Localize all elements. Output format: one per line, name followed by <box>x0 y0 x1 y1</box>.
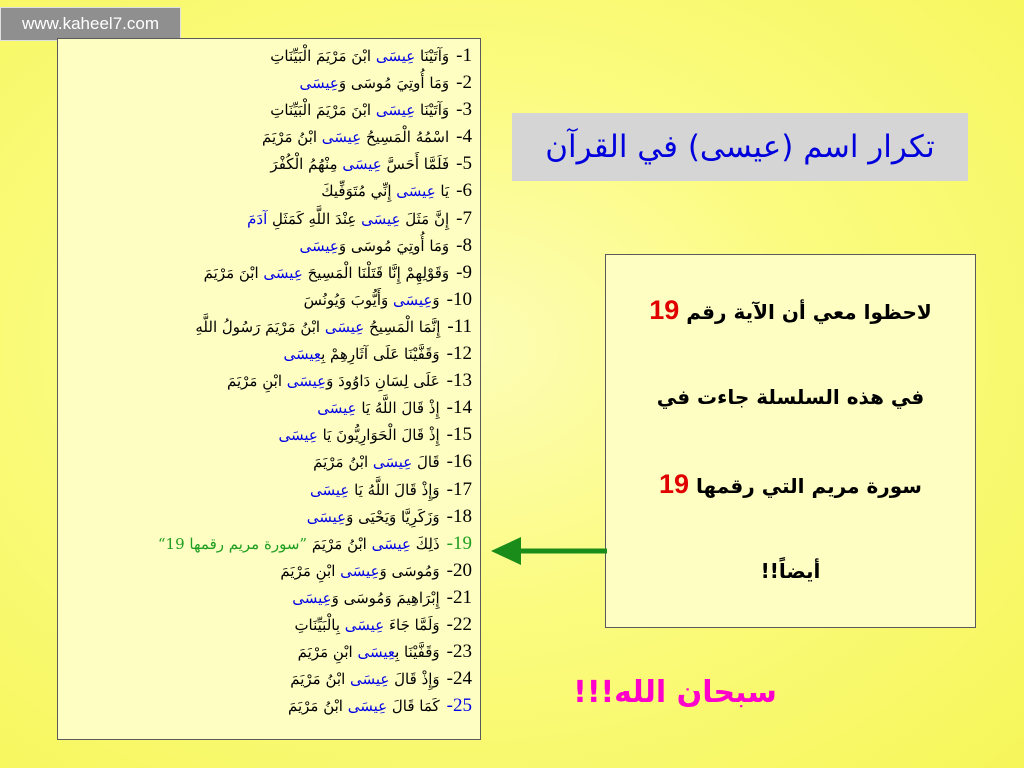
verse-name-highlight: عِيسَى <box>321 128 362 147</box>
verse-name-highlight-2: آدَمَ <box>247 209 268 228</box>
verse-text-post: ابْنَ مَرْيَمَ الْبَيِّنَاتِ <box>270 47 376 65</box>
verse-number: 5- <box>456 153 472 175</box>
verse-text-pre: قَالَ <box>412 453 440 472</box>
verse-text-pre: وَلَمَّا جَاءَ <box>384 615 440 634</box>
verse-text-pre: وَقَوْلِهِمْ إِنَّا قَتَلْنَا الْمَسِيحَ <box>302 263 450 282</box>
verse-text-post: ابْنُ مَرْيَمَ <box>307 534 372 553</box>
verse-number: 4- <box>456 126 472 148</box>
verse-number: 15- <box>446 424 472 446</box>
verse-text-pre: إِنَّ مَثَلَ <box>400 209 450 228</box>
verse-item <box>64 448 472 475</box>
verse-name-highlight: عِيسَى <box>299 236 339 255</box>
verse-text-pre: وَمَا أُوتِيَ مُوسَى وَ <box>338 74 450 93</box>
verse-number: 22- <box>446 613 472 635</box>
verse-name-highlight: عِيسَى <box>306 507 347 526</box>
title-after: ) في القرآن <box>545 129 700 165</box>
verse-number: 1- <box>456 45 472 66</box>
verse-name-highlight: عِيسَى <box>299 74 339 93</box>
verse-text-pre: وَإِذْ قَالَ <box>389 670 440 689</box>
verse-name-highlight: عِيسَى <box>371 534 411 553</box>
verse-text-pre: وَزَكَرِيَّا وَيَحْيَى وَ <box>346 507 440 526</box>
verse-item <box>64 367 472 394</box>
verse-item <box>64 232 472 259</box>
verse-name-highlight: عِيسَى <box>286 372 327 391</box>
verse-item <box>64 177 472 204</box>
verse-text-post: إِنِّي مُتَوَفِّيكَ <box>321 182 397 201</box>
verse-note: ”سورة مريم رقمها 19“ <box>157 534 308 553</box>
verse-text-post: ابْنُ مَرْيَمَ <box>290 670 351 689</box>
note-line-1-text: لاحظوا معي أن الآية رقم <box>679 300 932 324</box>
verse-text-pre: إِذْ قَالَ اللَّهُ يَا <box>356 399 440 418</box>
title-before: تكرار اسم ( <box>781 129 935 165</box>
verse-item <box>64 259 472 286</box>
verse-item <box>64 557 472 584</box>
verse-name-highlight: عِيسَى <box>372 453 413 472</box>
verse-item <box>64 340 472 367</box>
verse-name-highlight: عِيسَى <box>344 615 385 634</box>
verse-number: 17- <box>446 478 472 500</box>
observation-note-panel <box>605 254 976 628</box>
verse-item <box>64 503 472 530</box>
title-name: عيسى <box>699 129 782 165</box>
verse-name-highlight: عِيسَى <box>347 697 388 716</box>
verse-text-post: وَأَيُّوبَ وَيُونُسَ <box>303 290 394 309</box>
note-number-19: 19 <box>649 295 680 325</box>
verse-text-pre: وَآتَيْنَا <box>415 47 450 65</box>
verse-text-pre: إِبْرَاهِيمَ وَمُوسَى وَ <box>331 588 440 607</box>
verse-text-pre: وَمَا أُوتِيَ مُوسَى وَ <box>338 236 450 255</box>
verse-number: 6- <box>456 180 472 202</box>
verse-item <box>64 150 472 177</box>
verse-item <box>64 584 472 611</box>
left-arrow-icon <box>489 531 607 571</box>
verse-text-pre: اسْمُهُ الْمَسِيحُ <box>361 128 450 147</box>
verse-item <box>64 96 472 123</box>
verse-name-highlight: عِيسَى <box>361 209 401 228</box>
verse-name-highlight: عِيسَى <box>263 263 303 282</box>
verse-number: 25- <box>446 695 472 717</box>
verse-number: 16- <box>446 451 472 473</box>
verse-text-pre: وَإِذْ قَالَ اللَّهُ يَا <box>349 480 440 499</box>
verse-text-post: ابْنِ مَرْيَمَ <box>227 372 287 391</box>
verse-name-highlight: عِيسَى <box>375 47 416 65</box>
verse-name-highlight: عِيسَى <box>393 290 433 309</box>
verse-number: 9- <box>456 261 472 283</box>
verse-number: 13- <box>446 370 472 392</box>
verse-text-pre: ذَلِكَ <box>411 534 440 553</box>
verse-item <box>64 530 472 557</box>
verse-name-highlight: عِيسَى <box>342 155 382 174</box>
verse-text-pre: إِنَّمَا الْمَسِيحُ <box>364 317 441 336</box>
verse-text-pre: وَ <box>432 290 440 309</box>
verse-text-post: عِنْدَ اللَّهِ كَمَثَلِ <box>267 209 362 228</box>
verse-number: 7- <box>456 207 472 229</box>
verse-number: 2- <box>456 72 472 94</box>
verse-name-highlight: عِيسَى <box>350 670 390 689</box>
verse-number: 18- <box>446 505 472 527</box>
verse-name-highlight: عِيسَى <box>375 101 416 120</box>
note-line-4: أيضاً!! <box>760 559 821 583</box>
verse-item <box>64 313 472 340</box>
note-line-2: في هذه السلسلة جاءت في <box>656 385 925 409</box>
verse-number: 12- <box>446 343 472 365</box>
note-line-3 <box>606 467 975 554</box>
verse-text-post: ابْنَ مَرْيَمَ الْبَيِّنَاتِ <box>270 101 376 120</box>
verse-text-pre: إِذْ قَالَ الْحَوَارِيُّونَ يَا <box>317 426 440 445</box>
verse-number: 19- <box>446 532 472 554</box>
verse-text-post: ابْنُ مَرْيَمَ <box>262 128 322 147</box>
verse-item <box>64 394 472 421</box>
site-url-badge: www.kaheel7.com <box>0 7 181 41</box>
verse-text-post: ابْنُ مَرْيَمَ <box>313 453 373 472</box>
verse-item <box>64 205 472 232</box>
verse-number: 24- <box>446 668 472 690</box>
note-line-1 <box>606 293 975 380</box>
verse-item <box>64 123 472 150</box>
verse-name-highlight: عِيسَى <box>324 317 365 336</box>
verse-number: 14- <box>446 397 472 419</box>
verse-text-post: ابْنِ مَرْيَمَ <box>280 561 341 580</box>
verse-number: 10- <box>446 288 472 310</box>
verse-number: 3- <box>456 99 472 121</box>
verse-text-pre: عَلَى لِسَانِ دَاوُودَ وَ <box>326 372 440 391</box>
verse-number: 21- <box>446 586 472 608</box>
verse-item <box>64 69 472 96</box>
verse-text-post: ابْنُ مَرْيَمَ رَسُولُ اللَّهِ <box>195 317 325 336</box>
verse-item <box>64 665 472 692</box>
verse-text-post: مِنْهُمُ الْكُفْرَ <box>270 155 343 174</box>
verse-name-highlight: عِيسَى <box>340 561 380 580</box>
verse-text-pre: وَآتَيْنَا <box>415 101 450 120</box>
verse-text-pre: وَقَفَّيْنَا عَلَى آثَارِهِمْ بِ <box>321 345 440 364</box>
verse-item <box>64 611 472 638</box>
note-line-3-text: سورة مريم التي رقمها <box>689 474 922 498</box>
verse-number: 11- <box>447 315 472 337</box>
verse-text-pre: يَا <box>435 182 450 201</box>
verse-text-pre: فَلَمَّا أَحَسَّ <box>381 155 450 174</box>
verse-number: 20- <box>446 559 472 581</box>
verse-list <box>64 42 472 719</box>
verse-text-post: ابْنِ مَرْيَمَ <box>297 643 358 662</box>
verse-name-highlight: عِيسَى <box>317 399 357 418</box>
verse-name-highlight: عِيسَى <box>357 643 396 662</box>
verse-text-post: ابْنَ مَرْيَمَ <box>203 263 264 282</box>
verse-name-highlight: عِيسَى <box>396 182 436 201</box>
verse-item <box>64 476 472 503</box>
closing-exclamation: سبحان الله!!! <box>573 675 777 710</box>
verse-number: 23- <box>446 641 472 663</box>
verse-name-highlight: عِيسَى <box>292 588 332 607</box>
verse-text-pre: وَقَفَّيْنَا بِ <box>395 643 440 662</box>
verse-item <box>64 286 472 313</box>
verse-number: 8- <box>456 234 472 256</box>
slide-title <box>512 113 968 181</box>
verse-name-highlight: عِيسَى <box>278 426 318 445</box>
verse-text-pre: وَمُوسَى وَ <box>379 561 440 580</box>
verse-name-highlight: عِيسَى <box>283 345 322 364</box>
verse-text-post: بِالْبَيِّنَاتِ <box>294 615 345 634</box>
verse-text-pre: كَمَا قَالَ <box>387 697 440 716</box>
verse-item <box>64 421 472 448</box>
verse-item <box>64 42 472 69</box>
verse-text-post: ابْنُ مَرْيَمَ <box>287 697 348 716</box>
verse-item <box>64 638 472 665</box>
note-number-19-surah: 19 <box>659 469 690 499</box>
verse-item <box>64 692 472 719</box>
verse-name-highlight: عِيسَى <box>310 480 350 499</box>
verse-list-panel <box>57 38 481 740</box>
